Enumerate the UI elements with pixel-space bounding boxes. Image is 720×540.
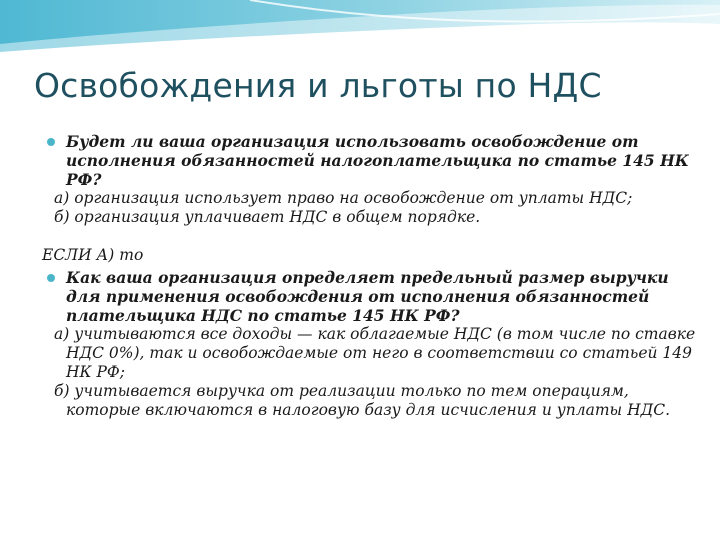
question-2-option-b: б) учитывается выручка от реализации только по тем операциям, которые включаются в налоговую базу для исчисления и уплаты НДС. xyxy=(54,382,671,419)
question-1-option-b: б) организация уплачивает НДС в общем порядке. xyxy=(54,208,481,226)
bullet-icon xyxy=(47,274,55,282)
bullet-icon xyxy=(47,138,55,146)
slide-title: Освобождения и льготы по НДС xyxy=(34,66,602,105)
question-2-option-a: а) учитываются все доходы — как облагаемые НДС (в том числе по ставке НДС 0%), так и освобождаемые от него в соответствии со статьей 149 НК РФ; xyxy=(54,325,696,381)
question-2 xyxy=(20,268,696,325)
question-1-text: Будет ли ваша организация использовать освобождение от исполнения обязанностей налогоплательщика по статье 145 НК РФ? xyxy=(66,132,689,189)
header-wave-decoration xyxy=(0,0,720,60)
question-1 xyxy=(20,132,696,189)
slide-body xyxy=(20,132,696,420)
condition-label: ЕСЛИ А) то xyxy=(42,246,144,264)
question-1-option-a: а) организация использует право на освобождение от уплаты НДС; xyxy=(54,189,633,207)
question-2-text: Как ваша организация определяет предельный размер выручки для применения освобождения от исполнения обязанностей плательщика НДС по статье 145 НК РФ? xyxy=(66,268,669,325)
